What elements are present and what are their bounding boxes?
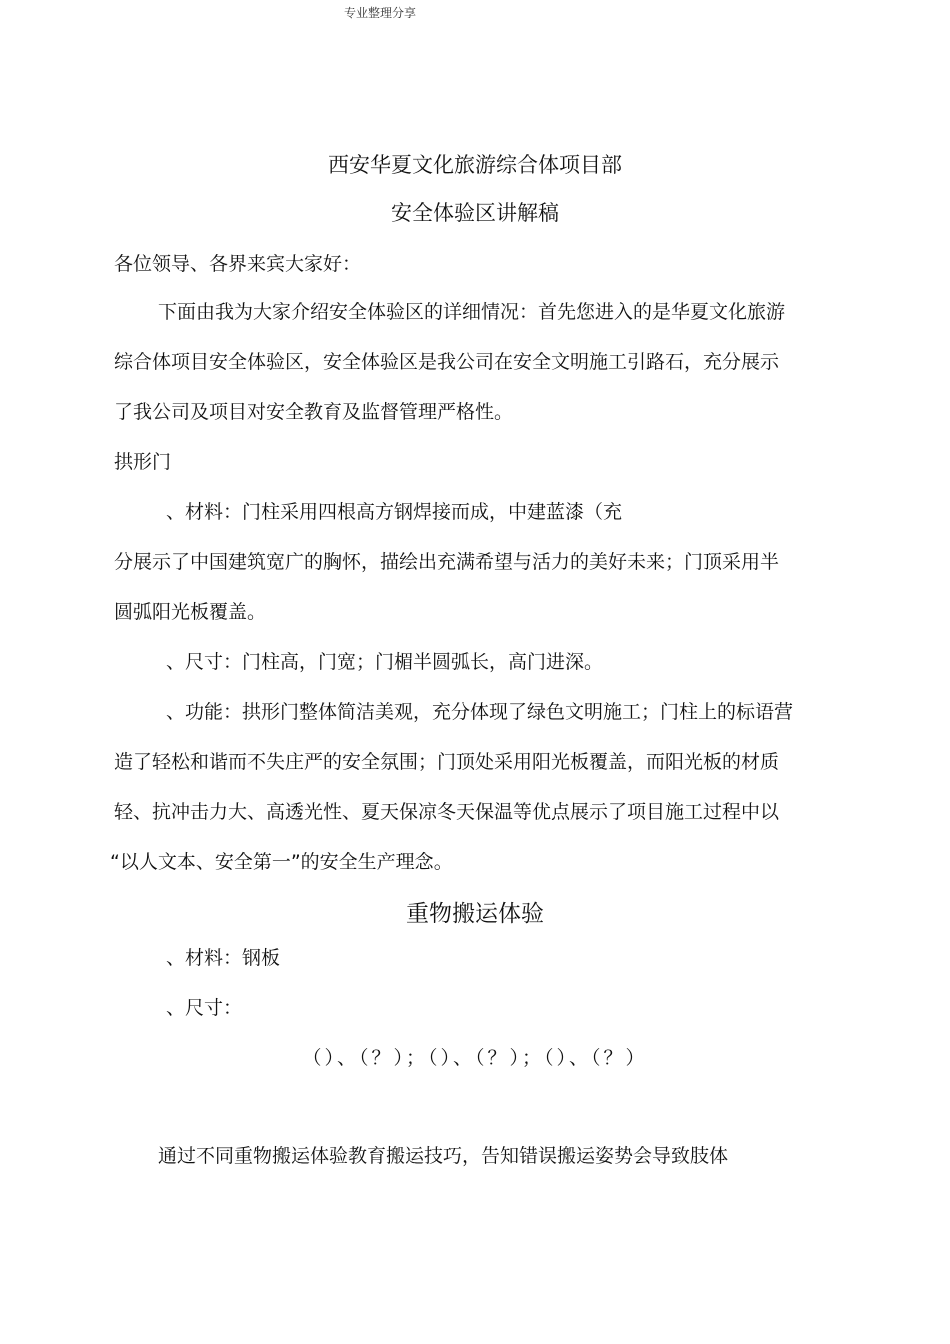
arch-gate-material-line-2: 分展示了中国建筑宽广的胸怀，描绘出充满希望与活力的美好未来；门顶采用半 — [114, 551, 780, 573]
arch-gate-function-line-1: 、功能：拱形门整体简洁美观，充分体现了绿色文明施工；门柱上的标语营 — [166, 701, 794, 723]
header-note: 专业整理分享 — [344, 6, 417, 20]
document-subtitle: 安全体验区讲解稿 — [391, 201, 559, 225]
intro-line-1: 下面由我为大家介绍安全体验区的详细情况：首先您进入的是华夏文化旅游 — [158, 301, 786, 323]
arch-gate-material-line-3: 圆弧阳光板覆盖。 — [114, 601, 267, 623]
document-title: 西安华夏文化旅游综合体项目部 — [328, 153, 622, 177]
arch-gate-function-line-4: “以人文本、安全第一”的安全生产理念。 — [110, 851, 453, 873]
heavy-lifting-size-line: 、尺寸： — [166, 997, 243, 1019]
heavy-lifting-material-line: 、材料：钢板 — [166, 947, 281, 969]
arch-gate-heading: 拱形门 — [114, 451, 172, 473]
arch-gate-function-line-3: 轻、抗冲击力大、高透光性、夏天保凉冬天保温等优点展示了项目施工过程中以 — [114, 801, 780, 823]
arch-gate-material-line-1: 、材料：门柱采用四根高方钢焊接而成，中建蓝漆（充 — [166, 501, 623, 523]
arch-gate-size-line: 、尺寸：门柱高，门宽；门楣半圆弧长，高门进深。 — [166, 651, 604, 673]
heavy-lifting-dimensions-line: （）、（？）；（）、（？）；（）、（？） — [302, 1047, 648, 1069]
heavy-lifting-education-line: 通过不同重物搬运体验教育搬运技巧，告知错误搬运姿势会导致肢体 — [158, 1145, 729, 1167]
arch-gate-function-line-2: 造了轻松和谐而不失庄严的安全氛围；门顶处采用阳光板覆盖，而阳光板的材质 — [114, 751, 780, 773]
intro-line-3: 了我公司及项目对安全教育及监督管理严格性。 — [114, 401, 514, 423]
greeting-text: 各位领导、各界来宾大家好： — [114, 253, 362, 275]
heavy-lifting-heading: 重物搬运体验 — [406, 901, 544, 927]
intro-line-2: 综合体项目安全体验区，安全体验区是我公司在安全文明施工引路石，充分展示 — [114, 351, 780, 373]
